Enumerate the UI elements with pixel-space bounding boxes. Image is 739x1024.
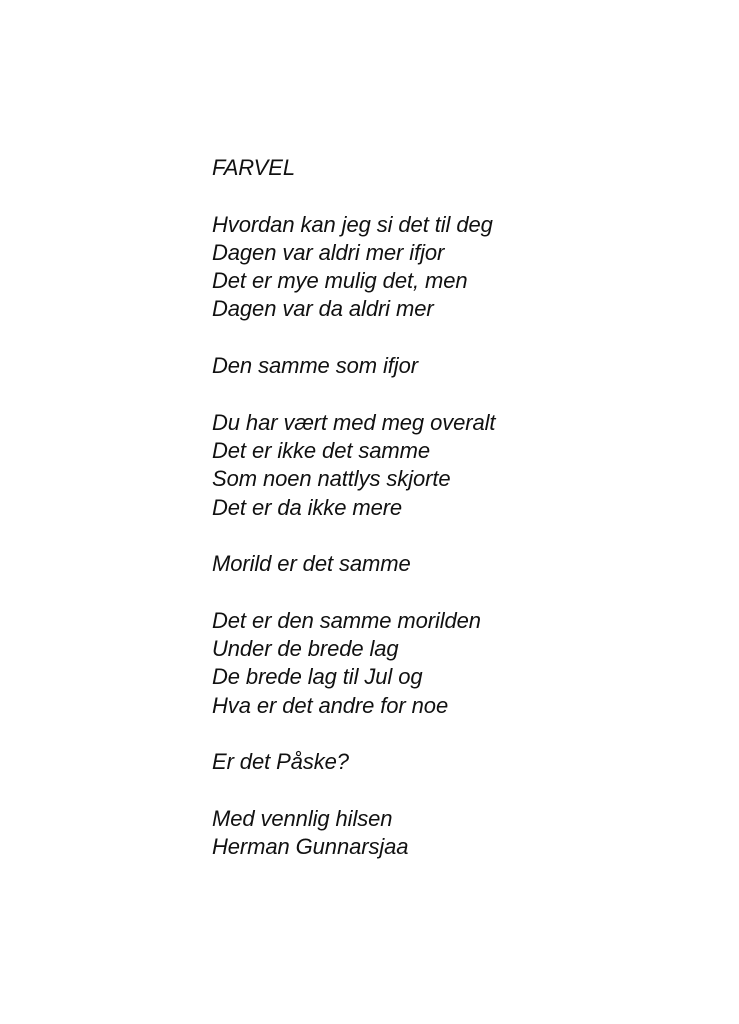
poem-line: Hvordan kan jeg si det til deg <box>212 211 493 237</box>
poem-body <box>212 154 692 861</box>
stanza-gap <box>212 522 692 550</box>
stanza-gap <box>212 578 692 606</box>
poem-line: Under de brede lag <box>212 636 399 662</box>
poem-line: Er det Påske? <box>212 749 349 775</box>
poem-line: Det er ikke det samme <box>212 437 430 463</box>
poem-line: Dagen var da aldri mer <box>212 296 434 322</box>
stanza-gap <box>212 777 692 805</box>
poem-line: Dagen var aldri mer ifjor <box>212 239 445 265</box>
poem-line: Hva er det andre for noe <box>212 692 449 718</box>
poem-line: Det er den samme morilden <box>212 607 481 633</box>
stanza-gap <box>212 182 692 210</box>
poem-line: Den samme som ifjor <box>212 353 418 379</box>
stanza-gap <box>212 324 692 352</box>
poem-line: Det er mye mulig det, men <box>212 268 468 294</box>
stanza-gap <box>212 720 692 748</box>
poem-line: Du har vært med meg overalt <box>212 409 496 435</box>
poem-line: Som noen nattlys skjorte <box>212 466 451 492</box>
stanza-gap <box>212 380 692 408</box>
signature-line: Herman Gunnarsjaa <box>212 834 409 860</box>
poem-line: Det er da ikke mere <box>212 494 403 520</box>
closing-line: Med vennlig hilsen <box>212 805 393 831</box>
poem-line: De brede lag til Jul og <box>212 664 423 690</box>
poem-line: Morild er det samme <box>212 551 411 577</box>
poem-title: FARVEL <box>212 155 295 180</box>
